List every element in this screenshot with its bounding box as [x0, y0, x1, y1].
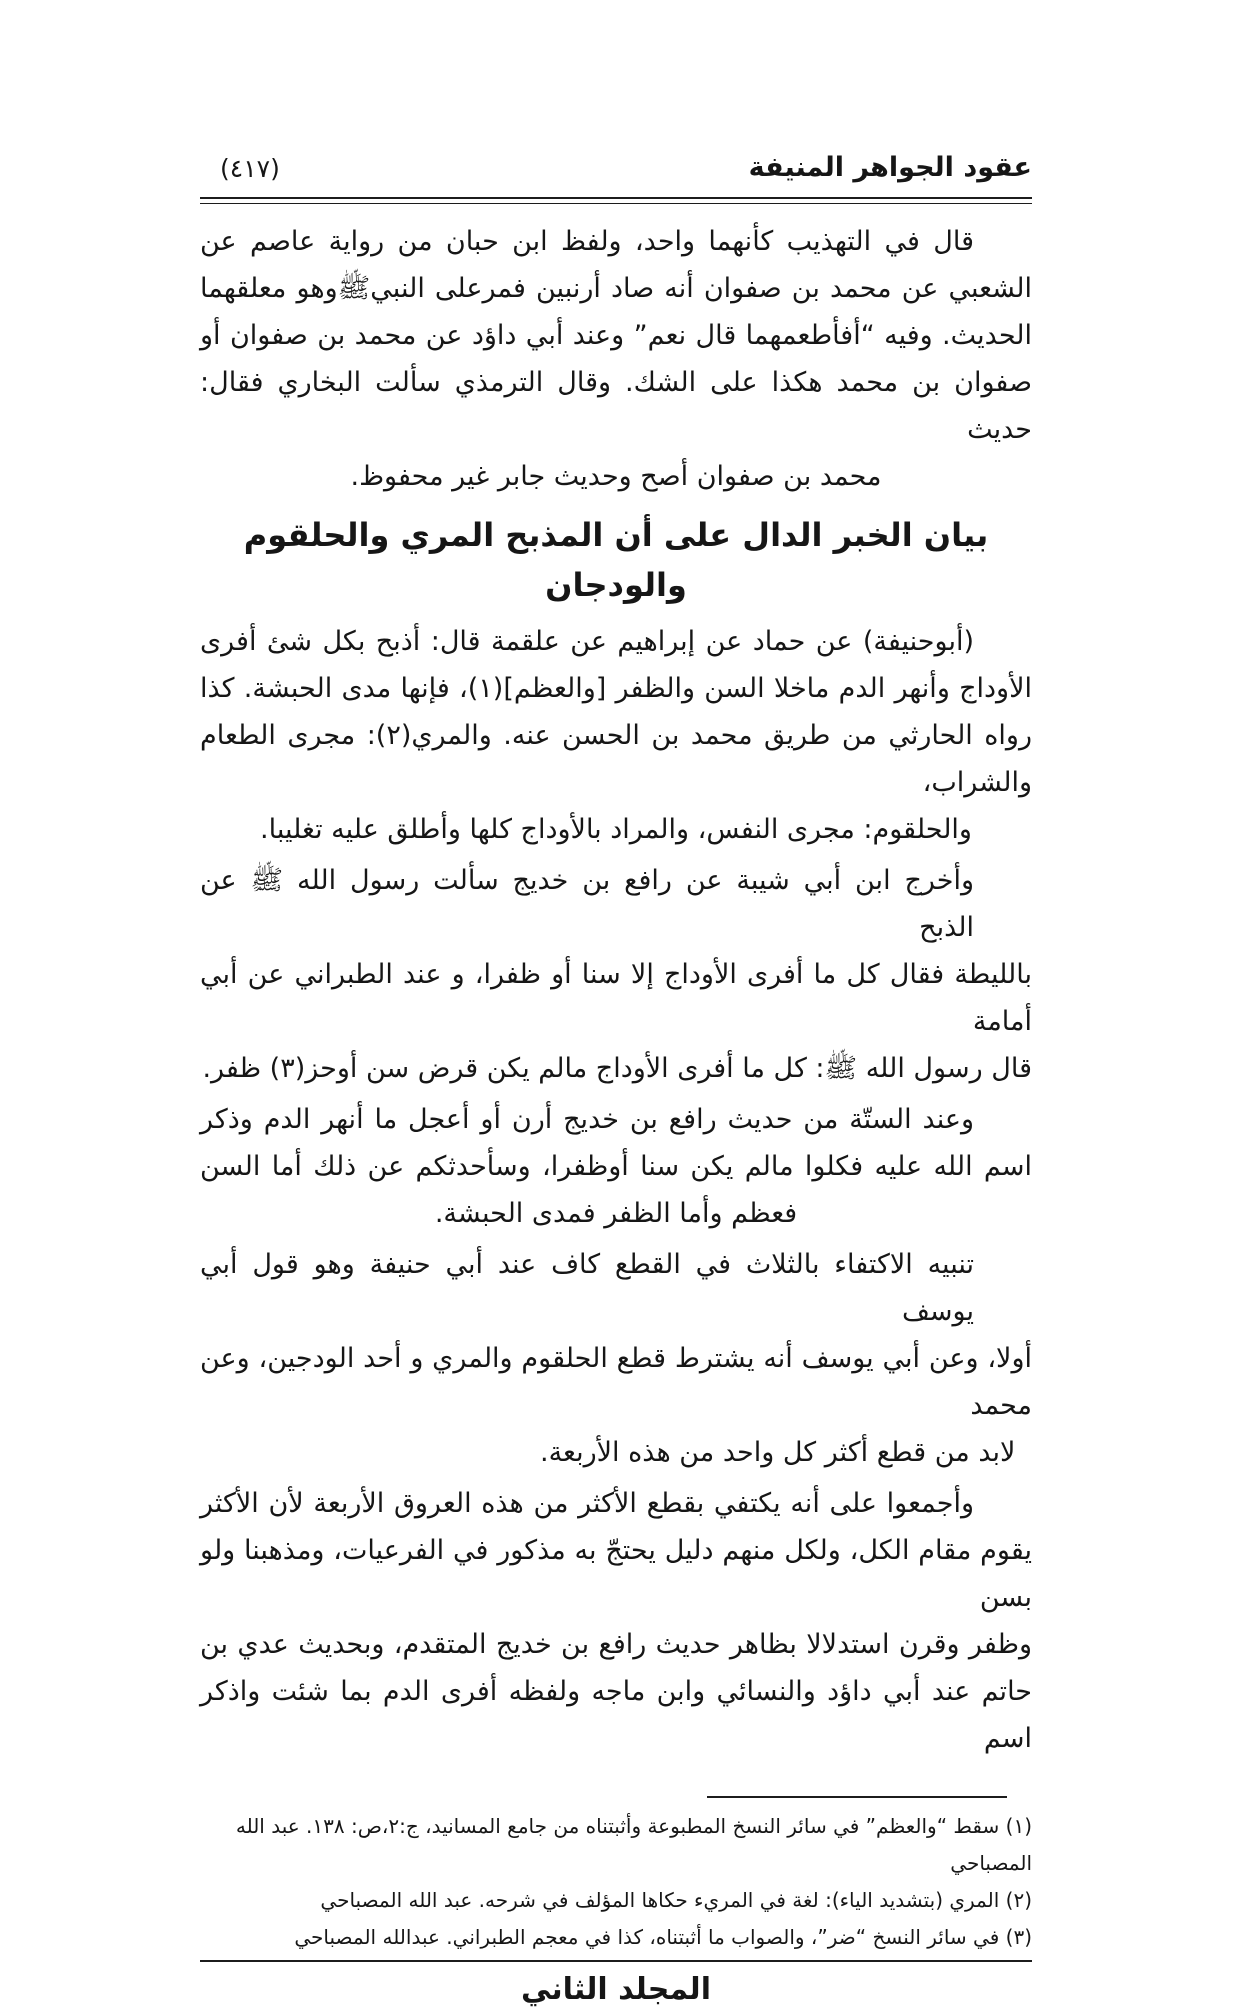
paragraph — [200, 857, 1032, 1092]
text-line: وأخرج ابن أبي شيبة عن رافع بن خديج سألت رسول الله ﷺ عن الذبح — [200, 865, 974, 943]
text-line: لابد من قطع أكثر كل واحد من هذه الأربعة. — [540, 1437, 1016, 1468]
page-header — [200, 152, 1032, 183]
text-line: وأجمعوا على أنه يكتفي بقطع الأكثر من هذه العروق الأربعة لأن الأكثر — [200, 1488, 974, 1519]
text-line: الشعبي عن محمد بن صفوان أنه صاد أرنبين فمرعلى النبيﷺوهو معلقهما — [200, 273, 1032, 304]
text-line: تنبيه الاكتفاء بالثلاث في القطع كاف عند أبي حنيفة وهو قول أبي يوسف — [200, 1249, 974, 1327]
book-title: عقود الجواهر المنيفة — [748, 152, 1032, 183]
body-text — [200, 218, 1032, 1762]
text-line: وظفر وقرن استدلالا بظاهر حديث رافع بن خديج المتقدم، وبحديث عدي بن — [200, 1629, 1032, 1660]
footnote-separator — [707, 1796, 1007, 1798]
text-line: صفوان بن محمد هكذا على الشك. وقال الترمذي سألت البخاري فقال: حديث — [200, 367, 1032, 445]
text-line: بالليطة فقال كل ما أفرى الأوداج إلا سنا أو ظفرا، و عند الطبراني عن أبي أمامة — [200, 959, 1032, 1037]
text-line: وعند الستّة من حديث رافع بن خديج أرن أو أعجل ما أنهر الدم وذكر — [200, 1104, 974, 1135]
text-line: أولا، وعن أبي يوسف أنه يشترط قطع الحلقوم والمري و أحد الودجين، وعن محمد — [200, 1343, 1032, 1421]
text-line: اسم الله عليه فكلوا مالم يكن سنا أوظفرا، وسأحدثكم عن ذلك أما السن — [200, 1151, 1032, 1182]
text-line: قال في التهذيب كأنهما واحد، ولفظ ابن حبان من رواية عاصم عن — [200, 226, 974, 257]
footer-rule — [200, 1960, 1032, 1962]
text-line: قال رسول الله ﷺ: كل ما أفرى الأوداج مالم يكن قرض سن أوحز(٣) ظفر. — [202, 1053, 1032, 1084]
text-line: والحلقوم: مجرى النفس، والمراد بالأوداج كلها وأطلق عليه تغليبا. — [260, 814, 972, 845]
text-line: حاتم عند أبي داؤد والنسائي وابن ماجه ولفظه أفرى الدم بما شئت واذكر اسم — [200, 1676, 1032, 1754]
page-content — [200, 0, 1032, 2007]
text-line: الحديث. وفيه “أفأطعمهما قال نعم” وعند أبي داؤد عن محمد بن صفوان أو — [200, 320, 1032, 351]
page-number: (٤١٧) — [220, 154, 280, 183]
paragraph — [200, 1241, 1032, 1476]
paragraph — [200, 1480, 1032, 1762]
section-heading: بيان الخبر الدال على أن المذبح المري والحلقوم والودجان — [243, 516, 989, 604]
text-line: الأوداج وأنهر الدم ماخلا السن والظفر [والعظم](١)، فإنها مدى الحبشة. كذا — [200, 673, 1032, 704]
text-line: محمد بن صفوان أصح وحديث جابر غير محفوظ. — [350, 461, 882, 492]
paragraph — [200, 618, 1032, 853]
paragraph — [200, 1096, 1032, 1237]
footnote: (١) سقط “والعظم” في سائر النسخ المطبوعة وأثبتناه من جامع المسانيد، ج:٢،ص: ١٣٨. عبد الله المصباحي — [235, 1814, 1032, 1875]
footnotes — [200, 1808, 1032, 1956]
text-line: رواه الحارثي من طريق محمد بن الحسن عنه. والمري(٢): مجرى الطعام والشراب، — [200, 720, 1033, 798]
header-rule — [200, 197, 1032, 204]
text-line: (أبوحنيفة) عن حماد عن إبراهيم عن علقمة قال: أذبح بكل شئ أفرى — [200, 626, 974, 657]
footnote: (٢) المري (بتشديد الياء): لغة في المريء حكاها المؤلف في شرحه. عبد الله المصباحي — [320, 1888, 1032, 1912]
intro-paragraph — [200, 218, 1032, 500]
footnote: (٣) في سائر النسخ “ضر”، والصواب ما أثبتناه، كذا في معجم الطبراني. عبدالله المصباحي — [294, 1925, 1032, 1949]
text-line: يقوم مقام الكل، ولكل منهم دليل يحتجّ به مذكور في الفرعيات، ومذهبنا ولو بسن — [200, 1535, 1032, 1613]
volume-label: المجلد الثاني — [521, 1972, 711, 2007]
text-line: فعظم وأما الظفر فمدى الحبشة. — [434, 1198, 798, 1229]
